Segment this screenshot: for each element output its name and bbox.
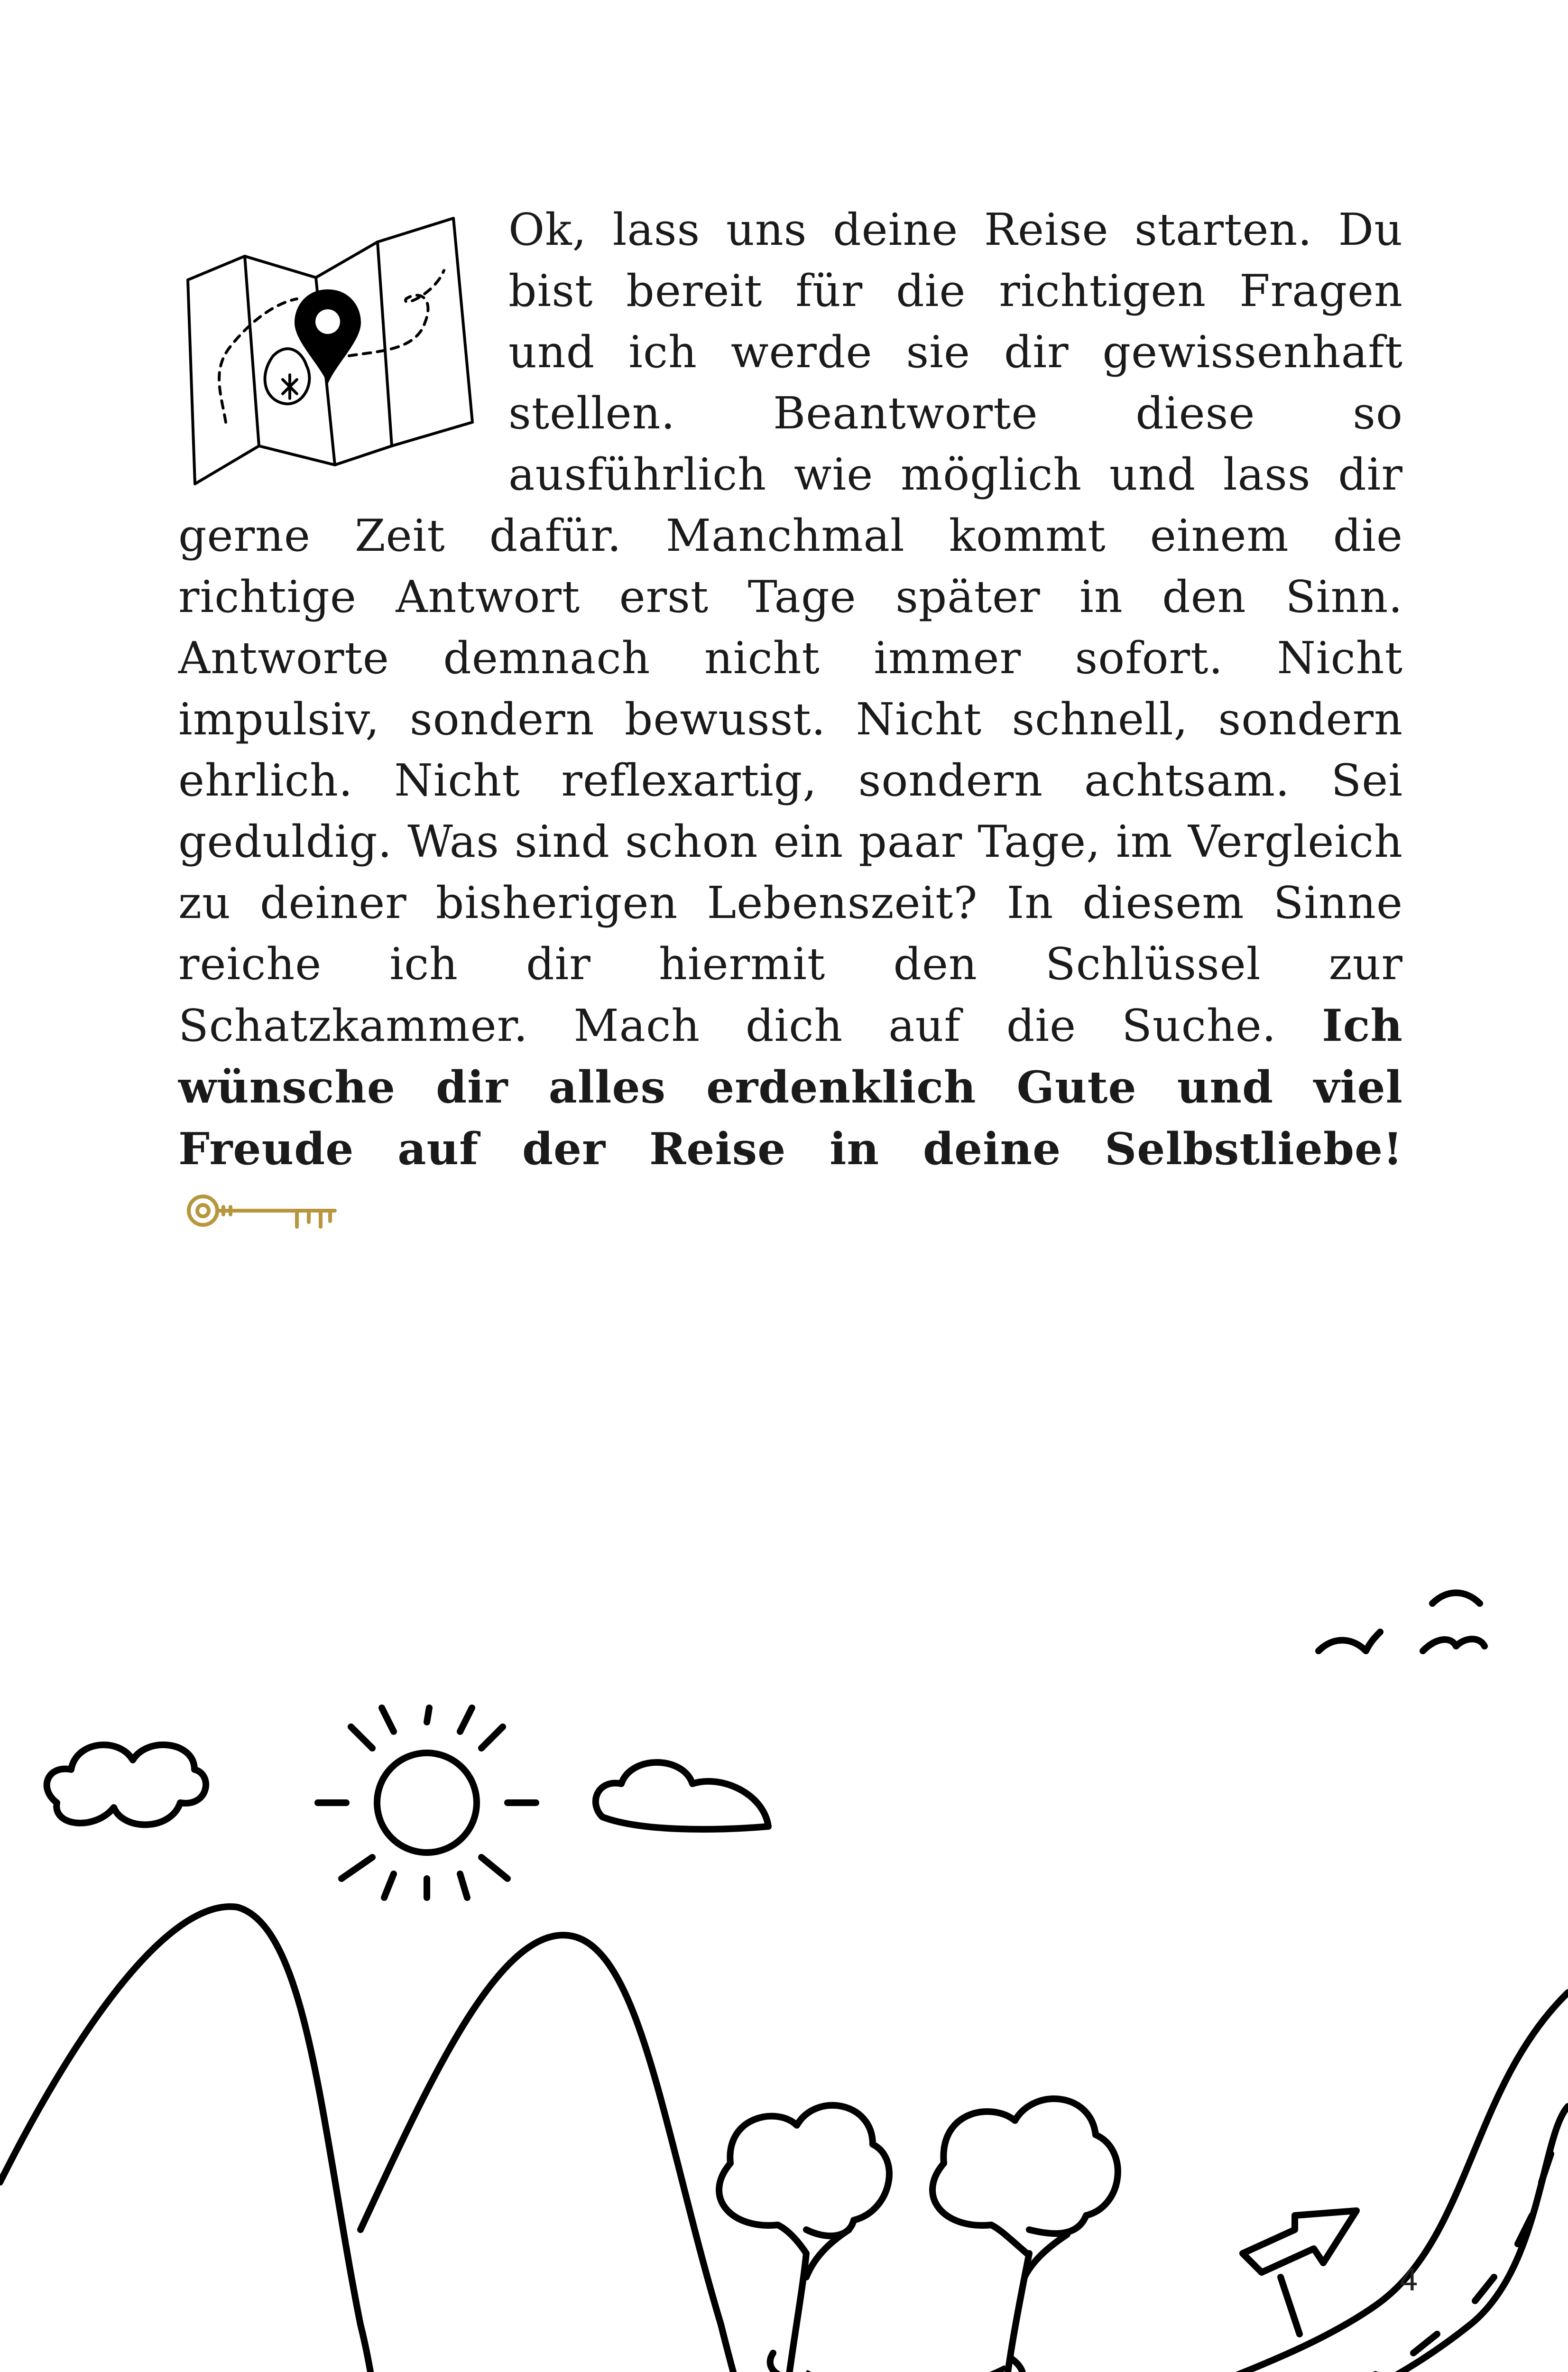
right-tree <box>932 2099 1118 2372</box>
left-mountain <box>0 1907 389 2372</box>
body-paragraph: Ok, lass uns deine Reise starten. Du bist bereit für die richtigen Fragen und ich werde sie dir gewissenhaft stellen. Beantworte diese so ausführlich wie möglich und lass dir gerne Zeit dafür. Manchmal kommt einem die richtige Antwort erst Tage später in den Sinn. Antworte demnach nicht immer sofort. Nicht impulsiv, sondern bewusst. Nicht schnell, sondern ehrlich. Nicht reflexartig, sondern achtsam. Sei geduldig. Was sind schon ein paar Tage, im Vergleich zu deiner bisherigen Lebenszeit? In diesem Sinne reiche ich dir hiermit den Schlüssel zur Schatzkammer. Mach dich auf die Suche. <box>178 204 1403 1051</box>
closing-wish: Ich wünsche dir alles erdenklich Gute und viel Freude auf der Reise in deine Selbstliebe! <box>178 1000 1403 1175</box>
road-dashes <box>1148 2154 1551 2372</box>
right-mountain <box>360 1935 768 2372</box>
road-top <box>1043 1992 1568 2372</box>
landscape-illustration <box>0 1566 1568 2372</box>
left-tree <box>719 2105 889 2372</box>
treasure-map-icon <box>178 199 482 503</box>
hammock <box>806 2367 1005 2372</box>
left-cloud <box>47 1745 206 1825</box>
golden-key-icon <box>178 1188 344 1240</box>
body-text <box>178 199 1403 1241</box>
page-number: 4 <box>1399 2263 1419 2298</box>
road-bottom <box>1186 2106 1568 2372</box>
right-cloud <box>596 1762 768 1829</box>
hammock-ropes <box>770 2353 1023 2372</box>
signpost <box>1243 2211 1356 2334</box>
sun <box>377 1753 477 1853</box>
birds <box>1319 1593 1485 1651</box>
